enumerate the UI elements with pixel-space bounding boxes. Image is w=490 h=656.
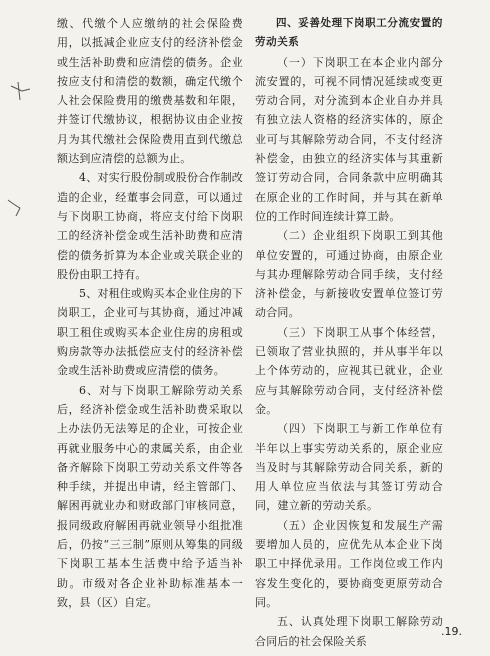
paragraph-item-5b: （五）企业因恢复和发展生产需要增加人员的，应优先从本企业下岗职工中择优录用。工作岗位或工作内容发生变化的，要协商变更原劳动合同。 <box>255 518 443 609</box>
paragraph-continuation: 缴、代缴个人应缴纳的社会保险费用，以抵减企业应支付的经济补偿金或生活补助费和应清偿的债务。企业按应支付和清偿的数额，确定代缴个人社会保险费用的缴费基数和年限，并签订代缴协议，根据协议由企业按月为其代缴社会保险费用直到代缴总额达到应清偿的总额为止。 <box>57 17 243 166</box>
paragraph-item-1: （一）下岗职工在本企业内部分流安置的，可视不同情况延续或变更劳动合同，对分流到本企业自办并具有独立法人资格的经济实体的，原企业可与其解除劳动合同，不支付经济补偿金，由独立的经济实体与其重新签订劳动合同，合同条款中应明确其在原企业的工作时间，并与其在新单位的工作时间连续计算工龄。 <box>255 55 443 223</box>
paragraph-item-3: （三）下岗职工从事个体经营，已领取了营业执照的，并从事半年以上个体劳动的，应视其已就业，企业应与其解除劳动合同，支付经济补偿金。 <box>255 325 443 416</box>
scan-mark-icon <box>6 196 30 220</box>
left-column <box>57 14 243 612</box>
right-column <box>255 14 443 651</box>
paragraph-item-2: （二）企业组织下岗职工到其他单位安置的，可通过协商，由原企业与其办理解除劳动合同手续，支付经济补偿金，与新接收安置单位签订劳动合同。 <box>255 229 443 320</box>
paragraph-item-4b: （四）下岗职工与新工作单位有半年以上事实劳动关系的，原企业应当及时与其解除劳动合同关系，新的用人单位应当依法与其签订劳动合同，建立新的劳动关系。 <box>255 422 443 513</box>
paragraph-item-4: 4、对实行股份制或股份合作制改造的企业，经董事会同意，可以通过与下岗职工协商，将应支付给下岗职工的经济补偿金或生活补助费和应清偿的债务折算为本企业或关联企业的股份由职工持有。 <box>57 171 243 281</box>
page-number: .19. <box>441 625 462 638</box>
paragraph-item-6: 6、对与下岗职工解除劳动关系后，经济补偿金或生活补助费采取以上办法仍无法筹足的企业，可按企业再就业服务中心的隶属关系，由企业备齐解除下岗职工劳动关系文件等各种手续，并提出申请，经主管部门、解困再就业办和财政部门审核同意，报同级政府解困再就业领导小组批准后，仍按“三三制”原则从筹集的同级下岗职工基本生活费中给予适当补助。市级对各企业补助标准基本一致，县（区）自定。 <box>57 383 243 609</box>
scan-mark-icon <box>8 78 34 104</box>
paragraph-item-5: 5、对租住或购买本企业住房的下岗职工，企业可与其协商，通过冲减职工租住或购买本企业住房的房租或购房款等办法抵偿应支付的经济补偿金或生活补助费或应清偿的债务。 <box>57 287 243 378</box>
section-4-heading: 四、妥善处理下岗职工分流安置的劳动关系 <box>255 17 443 49</box>
section-5-heading: 五、认真处理下岗职工解除劳动合同后的社会保险关系 <box>255 615 443 648</box>
